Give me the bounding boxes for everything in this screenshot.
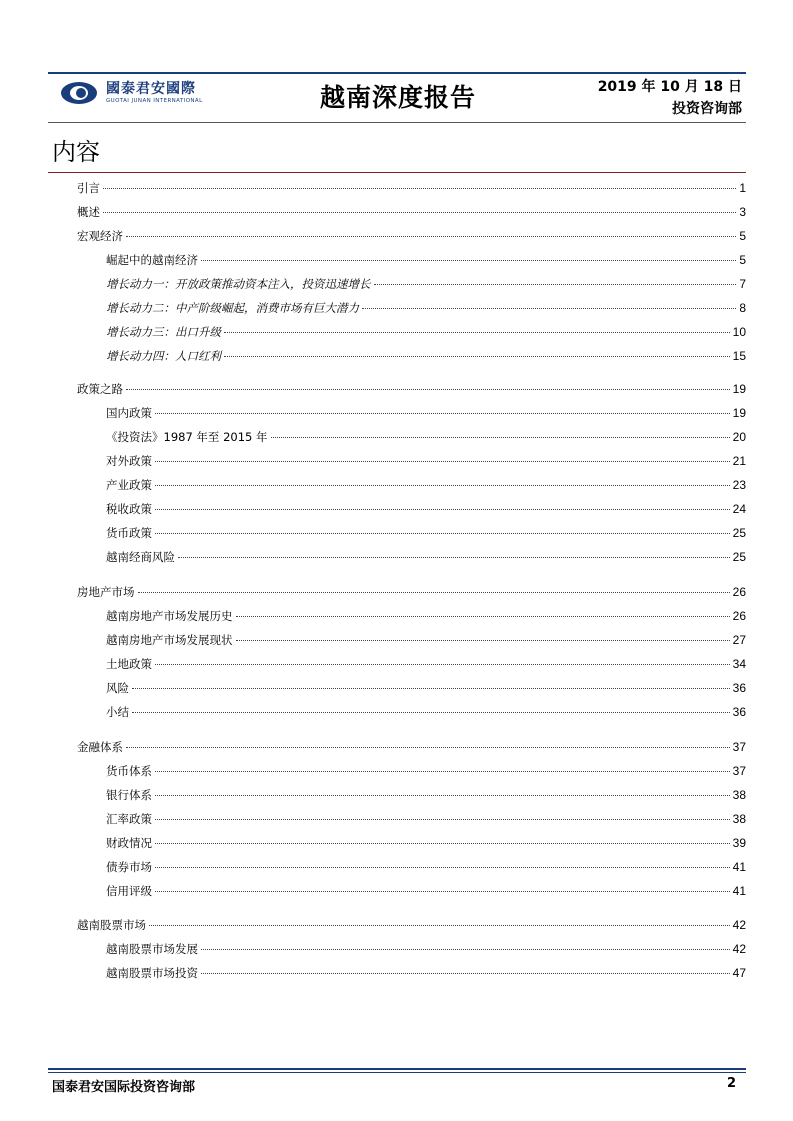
toc-entry-page: 37: [732, 764, 746, 778]
toc-entry-section[interactable]: [106, 883, 746, 899]
toc-entry-title: 越南股票市场发展: [106, 942, 198, 956]
logo-emblem-icon: [60, 81, 98, 105]
toc-entry-section[interactable]: [106, 405, 746, 421]
toc-dot-leader: [149, 925, 730, 926]
toc-dot-leader: [155, 413, 730, 414]
toc-entry-title: 房地产市场: [77, 585, 135, 599]
report-date: 2019 年 10 月 18 日: [597, 79, 742, 95]
toc-entry-section[interactable]: [106, 477, 746, 493]
toc-entry-page: 41: [732, 860, 746, 874]
toc-entry-section[interactable]: [106, 632, 746, 648]
toc-entry-title: 增长动力三：出口升级: [106, 325, 221, 339]
page-header: [48, 72, 746, 124]
toc-entry-page: 39: [732, 836, 746, 850]
toc-entry-title: 越南经商风险: [106, 550, 175, 564]
toc-entry-title: 金融体系: [77, 740, 123, 754]
logo-english-name: GUOTAI JUNAN INTERNATIONAL: [106, 98, 203, 104]
toc-entry-page: 10: [732, 325, 746, 339]
toc-dot-leader: [201, 260, 736, 261]
toc-dot-leader: [155, 461, 730, 462]
toc-entry-page: 26: [732, 609, 746, 623]
toc-entry-chapter[interactable]: [77, 228, 746, 244]
toc-entry-title: 政策之路: [77, 382, 123, 396]
toc-entry-title: 货币体系: [106, 764, 152, 778]
toc-entry-section[interactable]: [106, 276, 746, 292]
toc-entry-title: 增长动力二：中产阶级崛起，消费市场有巨大潜力: [106, 301, 359, 315]
toc-dot-leader: [132, 712, 730, 713]
toc-entry-page: 8: [739, 301, 746, 315]
toc-entry-page: 25: [732, 550, 746, 564]
toc-entry-page: 21: [732, 454, 746, 468]
toc-entry-title: 财政情况: [106, 836, 152, 850]
footer-rule-thin: [48, 1072, 746, 1073]
toc-entry-section[interactable]: [106, 525, 746, 541]
toc-entry-title: 增长动力一：开放政策推动资本注入，投资迅速增长: [106, 277, 371, 291]
toc-entry-section[interactable]: [106, 704, 746, 720]
toc-entry-section[interactable]: [106, 501, 746, 517]
logo-chinese-name: 國泰君安國際: [106, 81, 196, 97]
toc-entry-section[interactable]: [106, 835, 746, 851]
toc-entry-chapter[interactable]: [77, 381, 746, 397]
toc-dot-leader: [155, 509, 730, 510]
toc-entry-title: 债券市场: [106, 860, 152, 874]
toc-entry-section[interactable]: [106, 429, 746, 445]
toc-dot-leader: [271, 437, 730, 438]
toc-entry-page: 42: [732, 942, 746, 956]
toc-entry-title: 越南房地产市场发展历史: [106, 609, 233, 623]
toc-entry-page: 7: [739, 277, 746, 291]
toc-dot-leader: [155, 867, 730, 868]
toc-entry-title: 小结: [106, 705, 129, 719]
company-logo: [48, 74, 228, 112]
toc-dot-leader: [138, 592, 730, 593]
toc-dot-leader: [236, 616, 730, 617]
toc-entry-section[interactable]: [106, 324, 746, 340]
toc-entry-page: 36: [732, 705, 746, 719]
toc-entry-page: 34: [732, 657, 746, 671]
toc-dot-leader: [178, 557, 730, 558]
toc-entry-section[interactable]: [106, 549, 746, 565]
toc-entry-section[interactable]: [106, 811, 746, 827]
toc-dot-leader: [201, 973, 730, 974]
toc-entry-title: 国内政策: [106, 406, 152, 420]
toc-entry-title: 货币政策: [106, 526, 152, 540]
toc-dot-leader: [236, 640, 730, 641]
toc-entry-chapter[interactable]: [77, 739, 746, 755]
toc-dot-leader: [103, 188, 736, 189]
toc-entry-page: 47: [732, 966, 746, 980]
toc-dot-leader: [155, 664, 730, 665]
toc-dot-leader: [201, 949, 730, 950]
toc-entry-page: 5: [739, 253, 746, 267]
toc-heading: 内容: [52, 138, 100, 166]
toc-entry-chapter[interactable]: [77, 180, 746, 196]
toc-entry-section[interactable]: [106, 656, 746, 672]
toc-entry-title: 越南股票市场投资: [106, 966, 198, 980]
toc-entry-page: 1: [739, 181, 746, 195]
toc-entry-title: 崛起中的越南经济: [106, 253, 198, 267]
toc-dot-leader: [224, 356, 730, 357]
toc-entry-chapter[interactable]: [77, 584, 746, 600]
toc-entry-title: 增长动力四：人口红利: [106, 349, 221, 363]
toc-dot-leader: [155, 533, 730, 534]
toc-entry-page: 20: [732, 430, 746, 444]
toc-entry-section[interactable]: [106, 859, 746, 875]
toc-entry-title: 引言: [77, 181, 100, 195]
toc-entry-section[interactable]: [106, 453, 746, 469]
toc-entry-title: 对外政策: [106, 454, 152, 468]
toc-dot-leader: [224, 332, 730, 333]
toc-dot-leader: [132, 688, 730, 689]
toc-entry-section[interactable]: [106, 680, 746, 696]
toc-entry-page: 5: [739, 229, 746, 243]
toc-dot-leader: [126, 747, 730, 748]
toc-entry-title: 《投资法》1987 年至 2015 年: [106, 430, 268, 444]
toc-dot-leader: [155, 819, 730, 820]
toc-entry-section[interactable]: [106, 608, 746, 624]
toc-entry-page: 37: [732, 740, 746, 754]
toc-dot-leader: [103, 212, 736, 213]
toc-entry-section[interactable]: [106, 252, 746, 268]
toc-dot-leader: [155, 795, 730, 796]
page-number: 2: [726, 1076, 736, 1091]
toc-entry-page: 38: [732, 812, 746, 826]
toc-entry-page: 19: [732, 382, 746, 396]
toc-entry-page: 42: [732, 918, 746, 932]
toc-entry-title: 风险: [106, 681, 129, 695]
toc-entry-page: 38: [732, 788, 746, 802]
toc-dot-leader: [126, 236, 736, 237]
toc-entry-page: 26: [732, 585, 746, 599]
toc-entry-page: 15: [732, 349, 746, 363]
toc-entry-chapter[interactable]: [77, 204, 746, 220]
toc-entry-title: 宏观经济: [77, 229, 123, 243]
toc-entry-section[interactable]: [106, 787, 746, 803]
toc-heading-rule: [48, 172, 746, 173]
toc-entry-page: 25: [732, 526, 746, 540]
toc-entry-title: 越南股票市场: [77, 918, 146, 932]
toc-entry-title: 土地政策: [106, 657, 152, 671]
toc-entry-section[interactable]: [106, 763, 746, 779]
toc-entry-page: 23: [732, 478, 746, 492]
toc-entry-section[interactable]: [106, 965, 746, 981]
toc-dot-leader: [362, 308, 736, 309]
toc-entry-chapter[interactable]: [77, 917, 746, 933]
toc-entry-section[interactable]: [106, 348, 746, 364]
toc-entry-title: 产业政策: [106, 478, 152, 492]
toc-entry-page: 3: [739, 205, 746, 219]
toc-dot-leader: [155, 771, 730, 772]
report-title: 越南深度报告: [320, 83, 477, 112]
toc-entry-title: 汇率政策: [106, 812, 152, 826]
toc-entry-page: 36: [732, 681, 746, 695]
report-department: 投资咨询部: [672, 101, 742, 117]
toc-entry-page: 41: [732, 884, 746, 898]
toc-entry-title: 税收政策: [106, 502, 152, 516]
toc-entry-section[interactable]: [106, 941, 746, 957]
toc-entry-page: 27: [732, 633, 746, 647]
toc-dot-leader: [126, 389, 730, 390]
toc-entry-title: 银行体系: [106, 788, 152, 802]
toc-entry-section[interactable]: [106, 300, 746, 316]
toc-dot-leader: [374, 284, 737, 285]
toc-entry-page: 19: [732, 406, 746, 420]
footer-rule-thick: [48, 1068, 746, 1070]
toc-entry-title: 概述: [77, 205, 100, 219]
toc-entry-title: 越南房地产市场发展现状: [106, 633, 233, 647]
header-bottom-rule: [48, 122, 746, 123]
toc-entry-title: 信用评级: [106, 884, 152, 898]
toc-entry-page: 24: [732, 502, 746, 516]
toc-dot-leader: [155, 891, 730, 892]
footer-organization: 国泰君安国际投资咨询部: [52, 1080, 196, 1095]
toc-dot-leader: [155, 843, 730, 844]
toc-dot-leader: [155, 485, 730, 486]
